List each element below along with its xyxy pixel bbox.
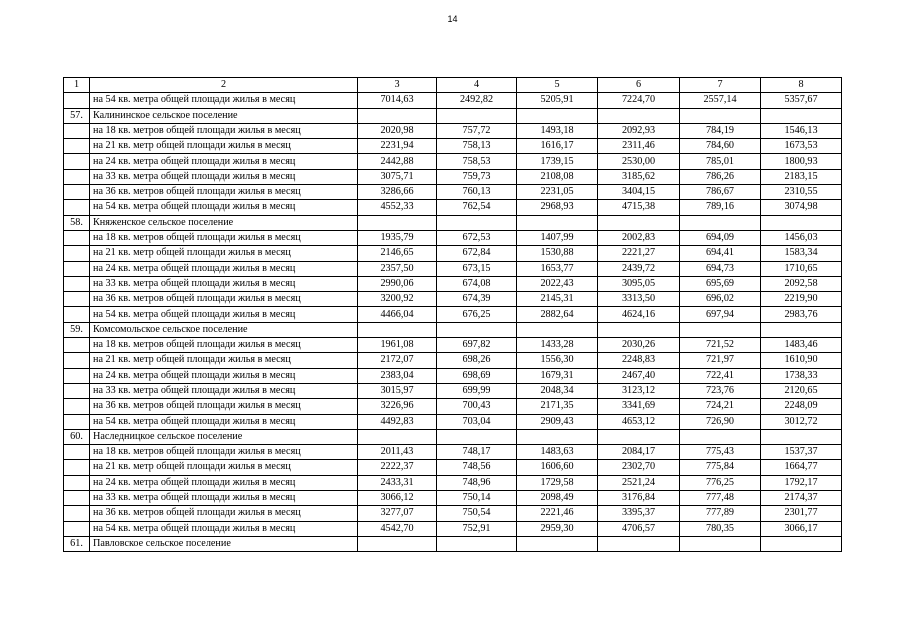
value-cell: 3074,98 <box>761 200 842 215</box>
row-index-cell <box>64 246 90 261</box>
row-index-cell <box>64 200 90 215</box>
value-cell: 2221,46 <box>517 506 598 521</box>
value-cell: 1679,31 <box>517 368 598 383</box>
header-cell: 5 <box>517 78 598 93</box>
value-cell <box>437 215 517 230</box>
value-cell: 3185,62 <box>598 169 680 184</box>
row-name-cell: Павловское сельское поселение <box>90 536 358 551</box>
row-index-cell <box>64 460 90 475</box>
table-row <box>64 368 842 383</box>
value-cell: 2108,08 <box>517 169 598 184</box>
value-cell: 3012,72 <box>761 414 842 429</box>
row-name-cell: на 21 кв. метр общей площади жилья в месяц <box>90 353 358 368</box>
value-cell <box>437 536 517 551</box>
value-cell: 748,17 <box>437 445 517 460</box>
row-name-cell: на 21 кв. метр общей площади жилья в месяц <box>90 460 358 475</box>
value-cell: 2092,93 <box>598 123 680 138</box>
value-cell: 775,43 <box>680 445 761 460</box>
value-cell <box>437 108 517 123</box>
value-cell: 672,84 <box>437 246 517 261</box>
table-body <box>64 78 842 552</box>
row-name-cell: на 21 кв. метр общей площади жилья в месяц <box>90 139 358 154</box>
value-cell: 3226,96 <box>358 399 437 414</box>
value-cell <box>598 215 680 230</box>
value-cell: 2231,05 <box>517 185 598 200</box>
value-cell: 1537,37 <box>761 445 842 460</box>
table-row <box>64 185 842 200</box>
table-row <box>64 383 842 398</box>
value-cell: 750,54 <box>437 506 517 521</box>
value-cell: 2959,30 <box>517 521 598 536</box>
row-name-cell: на 54 кв. метра общей площади жилья в месяц <box>90 93 358 108</box>
row-index-cell <box>64 383 90 398</box>
row-index-cell <box>64 169 90 184</box>
header-cell: 4 <box>437 78 517 93</box>
value-cell: 760,13 <box>437 185 517 200</box>
value-cell: 3123,12 <box>598 383 680 398</box>
value-cell: 2442,88 <box>358 154 437 169</box>
value-cell: 2990,06 <box>358 276 437 291</box>
table-header-row <box>64 78 842 93</box>
value-cell: 1456,03 <box>761 230 842 245</box>
value-cell: 2172,07 <box>358 353 437 368</box>
row-index-cell <box>64 338 90 353</box>
value-cell: 694,73 <box>680 261 761 276</box>
value-cell: 722,41 <box>680 368 761 383</box>
table-row <box>64 261 842 276</box>
row-name-cell: на 24 кв. метра общей площади жилья в месяц <box>90 154 358 169</box>
value-cell: 2248,83 <box>598 353 680 368</box>
table-row <box>64 506 842 521</box>
value-cell: 2011,43 <box>358 445 437 460</box>
row-name-cell: на 33 кв. метра общей площади жилья в месяц <box>90 169 358 184</box>
value-cell: 2311,46 <box>598 139 680 154</box>
value-cell: 3286,66 <box>358 185 437 200</box>
row-index-cell <box>64 154 90 169</box>
value-cell: 1483,46 <box>761 338 842 353</box>
value-cell: 2383,04 <box>358 368 437 383</box>
value-cell: 789,16 <box>680 200 761 215</box>
value-cell: 3313,50 <box>598 292 680 307</box>
row-name-cell: Княженское сельское поселение <box>90 215 358 230</box>
value-cell: 2530,00 <box>598 154 680 169</box>
row-name-cell: на 36 кв. метров общей площади жилья в месяц <box>90 292 358 307</box>
table-row <box>64 169 842 184</box>
value-cell <box>761 322 842 337</box>
row-name-cell: на 18 кв. метров общей площади жилья в месяц <box>90 445 358 460</box>
value-cell: 1583,34 <box>761 246 842 261</box>
row-name-cell: на 36 кв. метров общей площади жилья в месяц <box>90 506 358 521</box>
value-cell: 2030,26 <box>598 338 680 353</box>
table-row <box>64 139 842 154</box>
table-row <box>64 292 842 307</box>
value-cell <box>598 536 680 551</box>
value-cell: 777,48 <box>680 491 761 506</box>
row-name-cell: на 54 кв. метра общей площади жилья в месяц <box>90 307 358 322</box>
header-cell: 3 <box>358 78 437 93</box>
value-cell: 757,72 <box>437 123 517 138</box>
value-cell: 1738,33 <box>761 368 842 383</box>
value-cell: 1792,17 <box>761 475 842 490</box>
value-cell: 3404,15 <box>598 185 680 200</box>
row-name-cell: на 33 кв. метра общей площади жилья в месяц <box>90 491 358 506</box>
value-cell: 2231,94 <box>358 139 437 154</box>
value-cell: 2174,37 <box>761 491 842 506</box>
row-name-cell: на 18 кв. метров общей площади жилья в месяц <box>90 230 358 245</box>
value-cell: 4653,12 <box>598 414 680 429</box>
value-cell: 3015,97 <box>358 383 437 398</box>
value-cell: 4706,57 <box>598 521 680 536</box>
value-cell: 2882,64 <box>517 307 598 322</box>
table-row <box>64 246 842 261</box>
value-cell: 1616,17 <box>517 139 598 154</box>
value-cell: 2183,15 <box>761 169 842 184</box>
value-cell: 786,26 <box>680 169 761 184</box>
value-cell: 1673,53 <box>761 139 842 154</box>
value-cell: 2002,83 <box>598 230 680 245</box>
table-row <box>64 123 842 138</box>
value-cell: 2098,49 <box>517 491 598 506</box>
value-cell <box>437 322 517 337</box>
header-cell: 1 <box>64 78 90 93</box>
value-cell <box>761 536 842 551</box>
row-index-cell: 58. <box>64 215 90 230</box>
value-cell: 1556,30 <box>517 353 598 368</box>
value-cell: 2983,76 <box>761 307 842 322</box>
value-cell <box>761 429 842 444</box>
row-name-cell: Наследницкое сельское поселение <box>90 429 358 444</box>
row-index-cell <box>64 261 90 276</box>
row-index-cell <box>64 292 90 307</box>
row-index-cell <box>64 185 90 200</box>
value-cell: 672,53 <box>437 230 517 245</box>
value-cell <box>680 322 761 337</box>
value-cell: 1729,58 <box>517 475 598 490</box>
row-name-cell: Калининское сельское поселение <box>90 108 358 123</box>
value-cell: 1739,15 <box>517 154 598 169</box>
row-index-cell <box>64 414 90 429</box>
table-row <box>64 307 842 322</box>
value-cell: 2145,31 <box>517 292 598 307</box>
value-cell: 2219,90 <box>761 292 842 307</box>
value-cell: 2909,43 <box>517 414 598 429</box>
row-index-cell: 59. <box>64 322 90 337</box>
value-cell: 1961,08 <box>358 338 437 353</box>
row-name-cell: на 54 кв. метра общей площади жилья в месяц <box>90 200 358 215</box>
row-index-cell <box>64 491 90 506</box>
row-name-cell: на 24 кв. метра общей площади жилья в месяц <box>90 261 358 276</box>
value-cell: 2433,31 <box>358 475 437 490</box>
value-cell: 1606,60 <box>517 460 598 475</box>
value-cell: 3395,37 <box>598 506 680 521</box>
value-cell: 752,91 <box>437 521 517 536</box>
header-cell: 6 <box>598 78 680 93</box>
row-index-cell <box>64 139 90 154</box>
value-cell <box>761 215 842 230</box>
value-cell: 3200,92 <box>358 292 437 307</box>
row-index-cell <box>64 368 90 383</box>
table-row <box>64 460 842 475</box>
value-cell: 748,96 <box>437 475 517 490</box>
table-row <box>64 338 842 353</box>
row-index-cell <box>64 276 90 291</box>
table-row <box>64 536 842 551</box>
table-row <box>64 521 842 536</box>
row-index-cell <box>64 123 90 138</box>
value-cell: 694,09 <box>680 230 761 245</box>
value-cell: 1407,99 <box>517 230 598 245</box>
table-row <box>64 353 842 368</box>
value-cell: 698,26 <box>437 353 517 368</box>
value-cell <box>598 322 680 337</box>
row-name-cell: на 21 кв. метр общей площади жилья в месяц <box>90 246 358 261</box>
page-number: 14 <box>447 14 458 24</box>
value-cell: 4492,83 <box>358 414 437 429</box>
value-cell: 750,14 <box>437 491 517 506</box>
value-cell: 721,97 <box>680 353 761 368</box>
value-cell: 696,02 <box>680 292 761 307</box>
value-cell: 2492,82 <box>437 93 517 108</box>
table-row <box>64 399 842 414</box>
row-index-cell <box>64 230 90 245</box>
row-name-cell: на 18 кв. метров общей площади жилья в месяц <box>90 338 358 353</box>
value-cell: 694,41 <box>680 246 761 261</box>
value-cell: 721,52 <box>680 338 761 353</box>
value-cell: 785,01 <box>680 154 761 169</box>
row-index-cell <box>64 353 90 368</box>
value-cell: 1483,63 <box>517 445 598 460</box>
row-name-cell: на 18 кв. метров общей площади жилья в месяц <box>90 123 358 138</box>
row-name-cell: Комсомольское сельское поселение <box>90 322 358 337</box>
row-name-cell: на 36 кв. метров общей площади жилья в месяц <box>90 399 358 414</box>
value-cell: 676,25 <box>437 307 517 322</box>
value-cell: 776,25 <box>680 475 761 490</box>
value-cell: 4542,70 <box>358 521 437 536</box>
value-cell: 2222,37 <box>358 460 437 475</box>
value-cell <box>517 429 598 444</box>
value-cell: 723,76 <box>680 383 761 398</box>
table-row <box>64 200 842 215</box>
value-cell: 2439,72 <box>598 261 680 276</box>
value-cell: 697,94 <box>680 307 761 322</box>
value-cell: 786,67 <box>680 185 761 200</box>
value-cell: 3341,69 <box>598 399 680 414</box>
value-cell: 1653,77 <box>517 261 598 276</box>
row-index-cell <box>64 445 90 460</box>
value-cell: 4552,33 <box>358 200 437 215</box>
value-cell: 4624,16 <box>598 307 680 322</box>
value-cell: 2310,55 <box>761 185 842 200</box>
value-cell: 695,69 <box>680 276 761 291</box>
value-cell <box>761 108 842 123</box>
value-cell: 2248,09 <box>761 399 842 414</box>
value-cell <box>517 536 598 551</box>
value-cell: 674,39 <box>437 292 517 307</box>
value-cell: 699,99 <box>437 383 517 398</box>
value-cell: 758,53 <box>437 154 517 169</box>
value-cell <box>598 108 680 123</box>
value-cell: 673,15 <box>437 261 517 276</box>
row-index-cell <box>64 307 90 322</box>
value-cell: 7014,63 <box>358 93 437 108</box>
row-index-cell <box>64 93 90 108</box>
table-row <box>64 429 842 444</box>
row-name-cell: на 54 кв. метра общей площади жилья в месяц <box>90 414 358 429</box>
value-cell: 1800,93 <box>761 154 842 169</box>
value-cell <box>680 536 761 551</box>
row-name-cell: на 33 кв. метра общей площади жилья в месяц <box>90 383 358 398</box>
value-cell <box>358 322 437 337</box>
value-cell <box>358 215 437 230</box>
value-cell: 3277,07 <box>358 506 437 521</box>
value-cell: 777,89 <box>680 506 761 521</box>
row-name-cell: на 24 кв. метра общей площади жилья в месяц <box>90 475 358 490</box>
value-cell: 784,60 <box>680 139 761 154</box>
value-cell <box>598 429 680 444</box>
row-name-cell: на 54 кв. метра общей площади жилья в месяц <box>90 521 358 536</box>
table-row <box>64 276 842 291</box>
value-cell: 726,90 <box>680 414 761 429</box>
row-index-cell <box>64 399 90 414</box>
value-cell <box>358 108 437 123</box>
row-name-cell: на 33 кв. метра общей площади жилья в месяц <box>90 276 358 291</box>
table-row <box>64 108 842 123</box>
value-cell: 748,56 <box>437 460 517 475</box>
value-cell <box>517 322 598 337</box>
value-cell: 4715,38 <box>598 200 680 215</box>
value-cell: 762,54 <box>437 200 517 215</box>
value-cell: 2020,98 <box>358 123 437 138</box>
header-cell: 2 <box>90 78 358 93</box>
value-cell: 7224,70 <box>598 93 680 108</box>
value-cell: 1546,13 <box>761 123 842 138</box>
table-row <box>64 322 842 337</box>
table-row <box>64 215 842 230</box>
header-cell: 8 <box>761 78 842 93</box>
tariff-table <box>63 77 842 552</box>
table-row <box>64 414 842 429</box>
row-index-cell: 60. <box>64 429 90 444</box>
value-cell: 1664,77 <box>761 460 842 475</box>
value-cell: 784,19 <box>680 123 761 138</box>
value-cell: 2171,35 <box>517 399 598 414</box>
value-cell <box>358 536 437 551</box>
value-cell: 2146,65 <box>358 246 437 261</box>
value-cell: 1710,65 <box>761 261 842 276</box>
value-cell: 4466,04 <box>358 307 437 322</box>
value-cell: 2301,77 <box>761 506 842 521</box>
value-cell: 759,73 <box>437 169 517 184</box>
value-cell: 2968,93 <box>517 200 598 215</box>
value-cell: 703,04 <box>437 414 517 429</box>
value-cell <box>358 429 437 444</box>
value-cell: 698,69 <box>437 368 517 383</box>
value-cell: 5357,67 <box>761 93 842 108</box>
value-cell: 697,82 <box>437 338 517 353</box>
table-row <box>64 154 842 169</box>
table-row <box>64 230 842 245</box>
row-name-cell: на 36 кв. метров общей площади жилья в месяц <box>90 185 358 200</box>
value-cell: 775,84 <box>680 460 761 475</box>
value-cell: 2221,27 <box>598 246 680 261</box>
row-index-cell <box>64 521 90 536</box>
value-cell: 2120,65 <box>761 383 842 398</box>
value-cell: 2557,14 <box>680 93 761 108</box>
value-cell: 2521,24 <box>598 475 680 490</box>
value-cell: 2022,43 <box>517 276 598 291</box>
value-cell: 3066,17 <box>761 521 842 536</box>
value-cell: 2092,58 <box>761 276 842 291</box>
row-index-cell: 57. <box>64 108 90 123</box>
value-cell <box>680 215 761 230</box>
value-cell: 3075,71 <box>358 169 437 184</box>
value-cell: 674,08 <box>437 276 517 291</box>
value-cell: 3066,12 <box>358 491 437 506</box>
value-cell: 1493,18 <box>517 123 598 138</box>
value-cell <box>680 429 761 444</box>
table-row <box>64 491 842 506</box>
row-index-cell <box>64 475 90 490</box>
value-cell <box>437 429 517 444</box>
table-row <box>64 475 842 490</box>
row-name-cell: на 24 кв. метра общей площади жилья в месяц <box>90 368 358 383</box>
row-index-cell <box>64 506 90 521</box>
table-row <box>64 93 842 108</box>
value-cell: 2467,40 <box>598 368 680 383</box>
value-cell: 3095,05 <box>598 276 680 291</box>
value-cell: 758,13 <box>437 139 517 154</box>
value-cell: 700,43 <box>437 399 517 414</box>
value-cell: 1935,79 <box>358 230 437 245</box>
value-cell: 2302,70 <box>598 460 680 475</box>
value-cell <box>680 108 761 123</box>
value-cell: 2048,34 <box>517 383 598 398</box>
row-index-cell: 61. <box>64 536 90 551</box>
value-cell: 2084,17 <box>598 445 680 460</box>
value-cell: 1530,88 <box>517 246 598 261</box>
value-cell: 1433,28 <box>517 338 598 353</box>
value-cell: 5205,91 <box>517 93 598 108</box>
value-cell: 724,21 <box>680 399 761 414</box>
value-cell <box>517 215 598 230</box>
header-cell: 7 <box>680 78 761 93</box>
value-cell: 1610,90 <box>761 353 842 368</box>
table-row <box>64 445 842 460</box>
value-cell: 780,35 <box>680 521 761 536</box>
value-cell <box>517 108 598 123</box>
value-cell: 2357,50 <box>358 261 437 276</box>
value-cell: 3176,84 <box>598 491 680 506</box>
